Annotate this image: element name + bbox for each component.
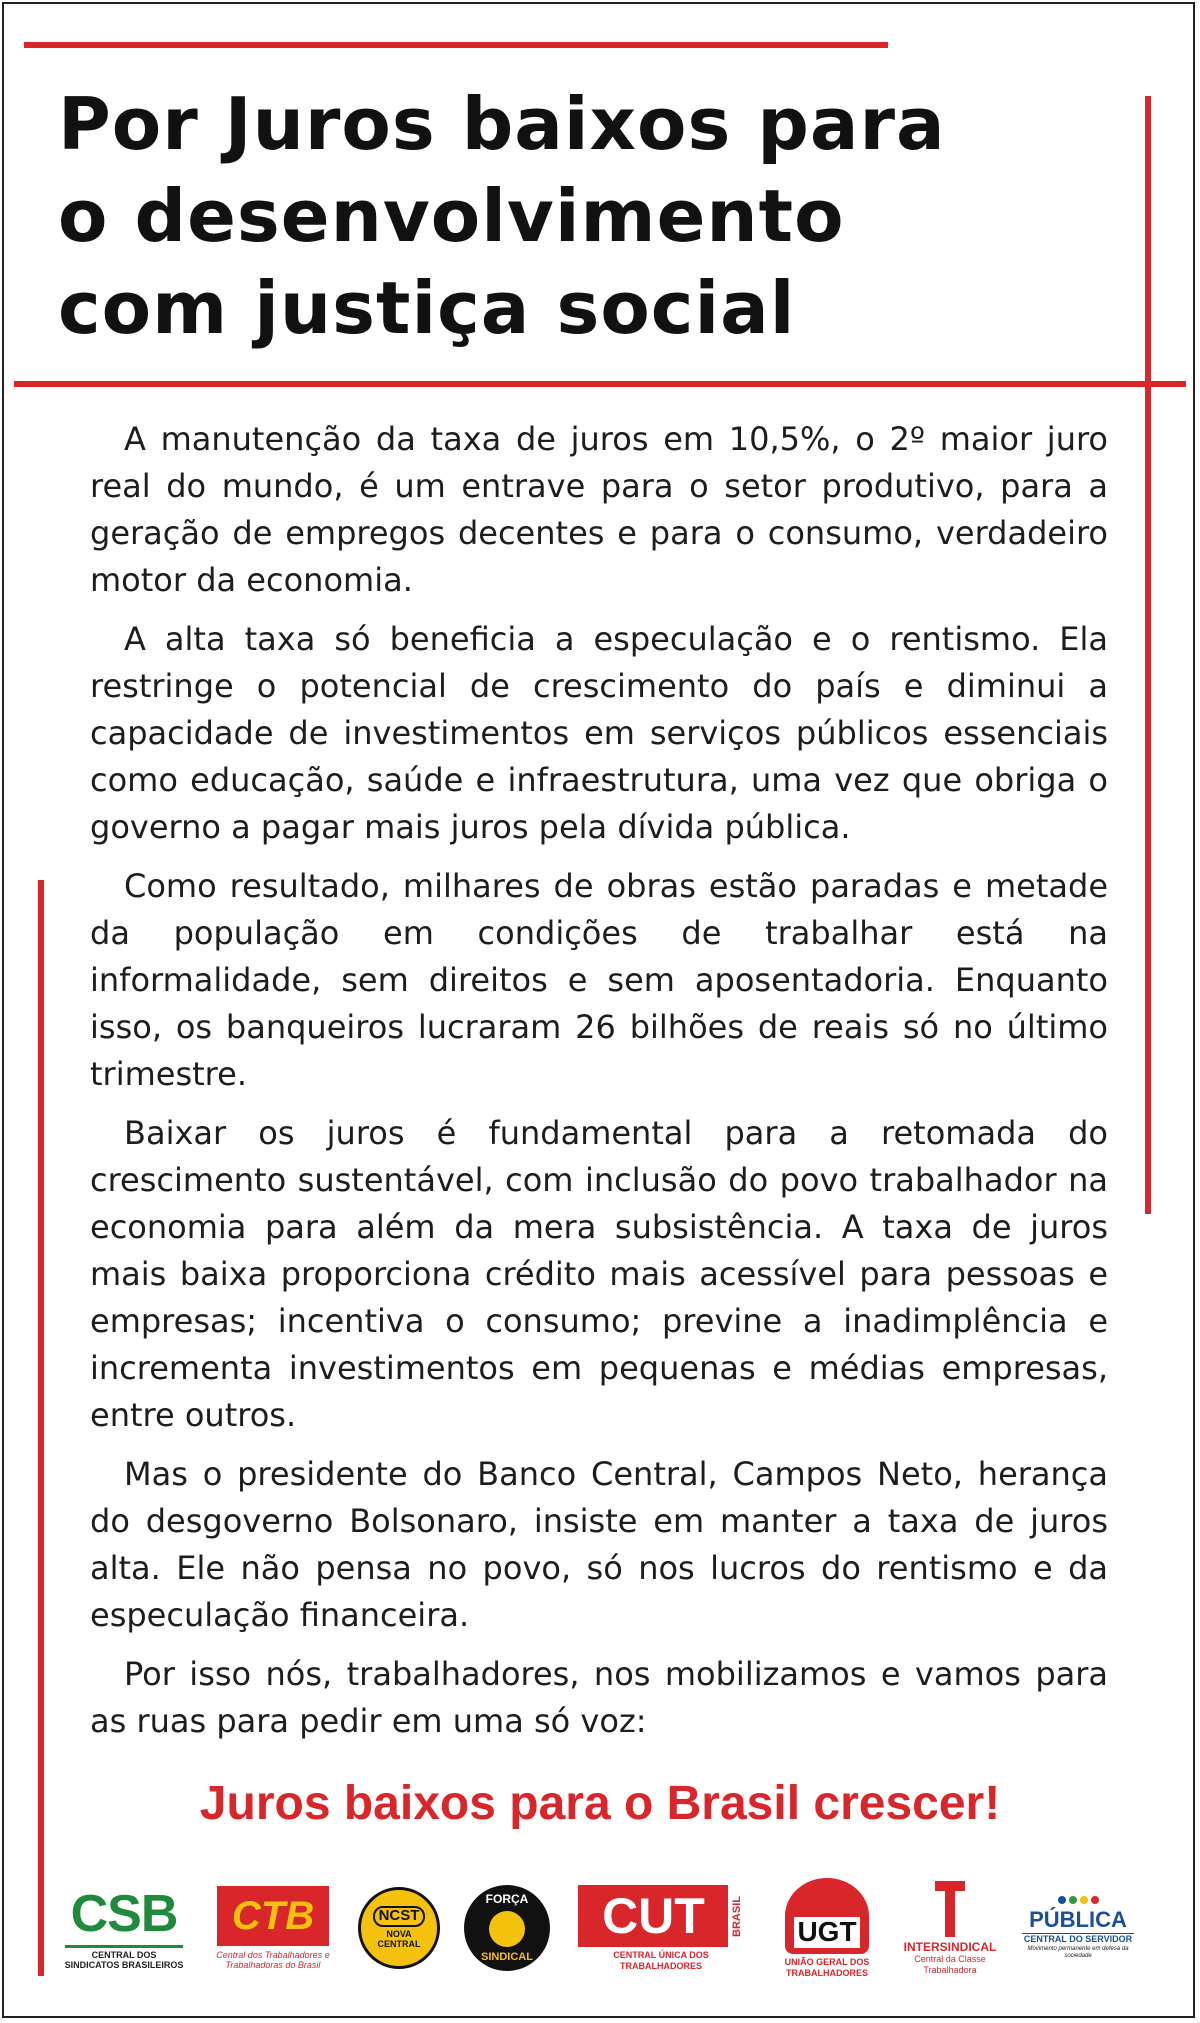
intersindical-mark: INTERSINDICAL (903, 1940, 997, 1955)
article-body (90, 416, 1108, 1757)
ugt-sub: UNIÃO GERAL DOS TRABALHADORES (784, 1957, 870, 1978)
publica-logo (1020, 1872, 1136, 1984)
slogan: Juros baixos para o Brasil crescer! (199, 1777, 1001, 1830)
ugt-mark: UGT (794, 1917, 859, 1948)
cut-mark: CUT (602, 1887, 705, 1944)
cut-sub: CENTRAL ÚNICA DOS TRABALHADORES (613, 1950, 709, 1971)
intersindical-sub: Central da Classe Trabalhadora (914, 1954, 986, 1975)
intersindical-symbol-icon (935, 1881, 965, 1937)
ncst-sub: NOVA CENTRAL (377, 1928, 421, 1949)
publica-sub: CENTRAL DO SERVIDOR (1023, 1933, 1133, 1944)
csb-mark: CSB (70, 1884, 178, 1943)
forca-sindical-logo (462, 1872, 552, 1984)
cut-logo (570, 1872, 752, 1984)
ugt-badge (785, 1878, 869, 1954)
publica-tagline: Movimento permanente em defesa da sociedade (1027, 1945, 1129, 1959)
publica-mark: PÚBLICA (1029, 1907, 1127, 1933)
cut-badge (578, 1885, 728, 1947)
csb-logo (58, 1872, 190, 1984)
title-line-1: Por Juros baixos para (58, 82, 946, 166)
paragraph-5: Mas o presidente do Banco Central, Campos Neto, herança do desgoverno Bolsonaro, insiste em manter a taxa de juros alta. Ele não pensa no povo, só nos lucros do rentismo e da especulação financeira. (90, 1455, 1108, 1634)
ctb-badge (217, 1886, 329, 1946)
intersindical-logo (894, 1872, 1006, 1984)
csb-rule (65, 1945, 183, 1948)
ncst-mark: NCST (373, 1906, 426, 1927)
ctb-sub: Central dos Trabalhadores e Trabalhadoras do Brasil (216, 1949, 330, 1970)
forca-top: FORÇA (485, 1892, 529, 1906)
union-logos-row (58, 1872, 1138, 1984)
right-red-vertical-rule (1145, 96, 1151, 1214)
top-red-rule (24, 42, 888, 48)
title-line-3: com justiça social (58, 266, 796, 350)
paragraph-4: Baixar os juros é fundamental para a retomada do crescimento sustentável, com inclusão do povo trabalhador na economia para além da mera subsistência. A taxa de juros mais baixa proporciona crédito mais acessível para pessoas e empresas; incentiva o consumo; previne a inadimplência e incrementa investimentos em pequenas e médias empresas, entre outros. (90, 1114, 1108, 1434)
title-line-2: o desenvolvimento (58, 174, 845, 258)
paragraph-3: Como resultado, milhares de obras estão paradas e metade da população em condições de trabalhar está na informalidade, sem direitos e sem aposentadoria. Enquanto isso, os banqueiros lucraram 26 bilhões de reais só no último trimestre. (90, 867, 1108, 1093)
forca-sun-icon (489, 1911, 525, 1947)
forca-bottom: SINDICAL (481, 1950, 533, 1963)
title-bottom-red-rule (14, 381, 1186, 387)
paragraph-6: Por isso nós, trabalhadores, nos mobilizamos e vamos para as ruas para pedir em uma só voz: (90, 1655, 1108, 1740)
ugt-logo (772, 1872, 882, 1984)
cut-side: BRASIL (731, 1895, 744, 1937)
ctb-logo (214, 1872, 332, 1984)
ctb-mark: CTB (231, 1893, 315, 1938)
ncst-logo (356, 1872, 442, 1984)
csb-sub: CENTRAL DOS SINDICATOS BRASILEIROS (64, 1949, 184, 1971)
paragraph-2: A alta taxa só beneficia a especulação e o rentismo. Ela restringe o potencial de crescimento do país e diminui a capacidade de investimentos em serviços públicos essenciais como educação, saúde e infraestrutura, uma vez que obriga o governo a pagar mais juros pela dívida pública. (90, 620, 1108, 846)
ncst-badge (358, 1887, 440, 1969)
publica-people-icon (1058, 1896, 1099, 1904)
page-title (58, 78, 1098, 354)
forca-badge (464, 1885, 550, 1971)
paragraph-1: A manutenção da taxa de juros em 10,5%, o 2º maior juro real do mundo, é um entrave para o setor produtivo, para a geração de empregos decentes e para o consumo, verdadeiro motor da economia. (90, 420, 1108, 599)
